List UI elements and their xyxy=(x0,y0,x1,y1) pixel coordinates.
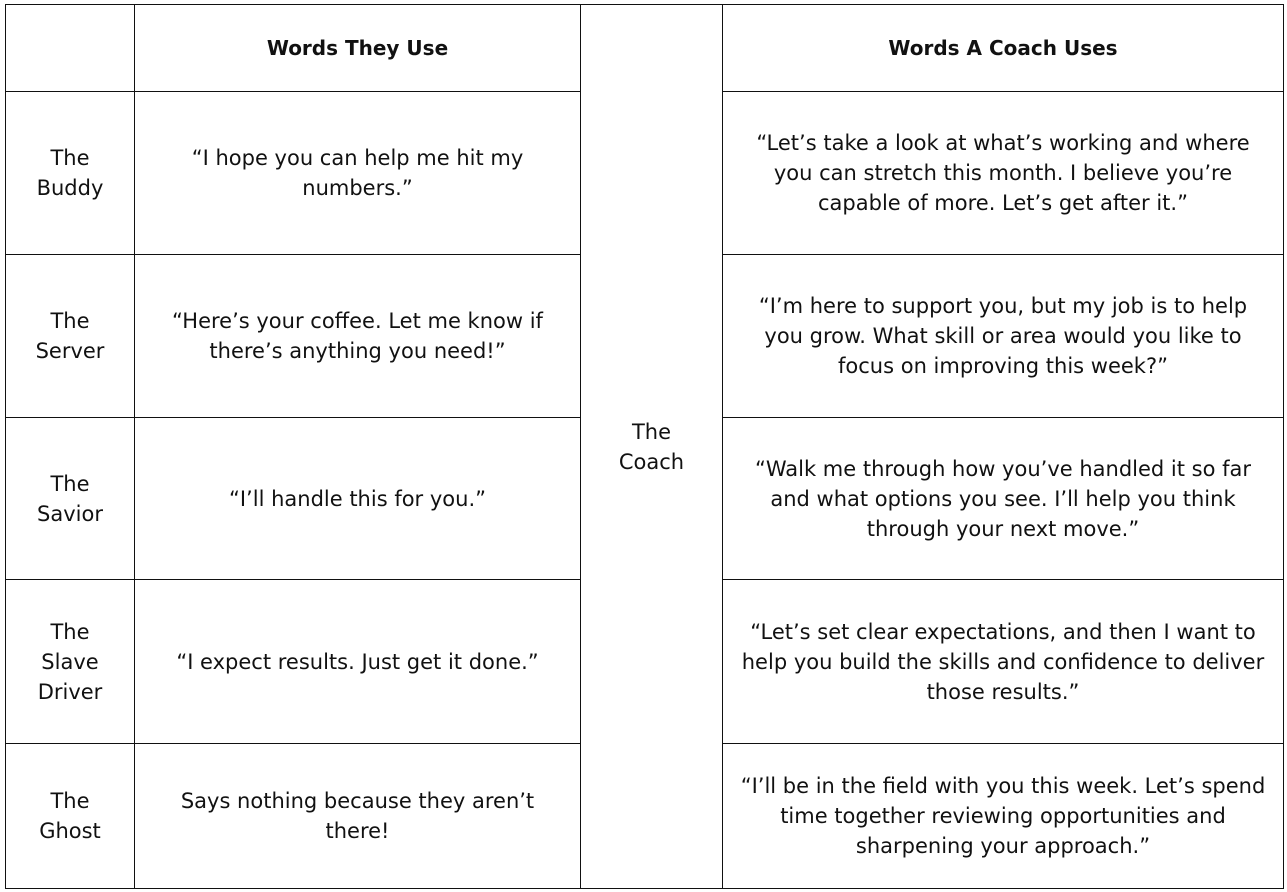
coach-comparison-table xyxy=(5,4,1284,889)
words-coach-uses-cell: “Let’s set clear expectations, and then I want to help you build the skills and confidence to deliver those results.” xyxy=(723,580,1284,744)
type-cell-slave-driver: The Slave Driver xyxy=(6,580,135,744)
type-cell-savior: The Savior xyxy=(6,418,135,580)
words-they-use-cell: “I expect results. Just get it done.” xyxy=(135,580,581,744)
words-coach-uses-cell: “I’ll be in the field with you this week. Let’s spend time together reviewing opportunities and sharpening your approach.” xyxy=(723,744,1284,889)
words-they-use-cell: “I’ll handle this for you.” xyxy=(135,418,581,580)
table-header-row xyxy=(6,5,1284,92)
header-empty-cell xyxy=(6,5,135,92)
words-they-use-cell: “I hope you can help me hit my numbers.” xyxy=(135,92,581,255)
type-cell-ghost: The Ghost xyxy=(6,744,135,889)
header-words-they-use: Words They Use xyxy=(135,5,581,92)
header-words-coach-uses: Words A Coach Uses xyxy=(723,5,1284,92)
words-they-use-cell: Says nothing because they aren’t there! xyxy=(135,744,581,889)
words-coach-uses-cell: “I’m here to support you, but my job is to help you grow. What skill or area would you like to focus on improving this week?” xyxy=(723,255,1284,418)
words-coach-uses-cell: “Walk me through how you’ve handled it so far and what options you see. I’ll help you think through your next move.” xyxy=(723,418,1284,580)
type-cell-buddy: The Buddy xyxy=(6,92,135,255)
coach-label-cell: The Coach xyxy=(581,5,723,889)
type-cell-server: The Server xyxy=(6,255,135,418)
words-they-use-cell: “Here’s your coffee. Let me know if there’s anything you need!” xyxy=(135,255,581,418)
words-coach-uses-cell: “Let’s take a look at what’s working and where you can stretch this month. I believe you’re capable of more. Let’s get after it.” xyxy=(723,92,1284,255)
